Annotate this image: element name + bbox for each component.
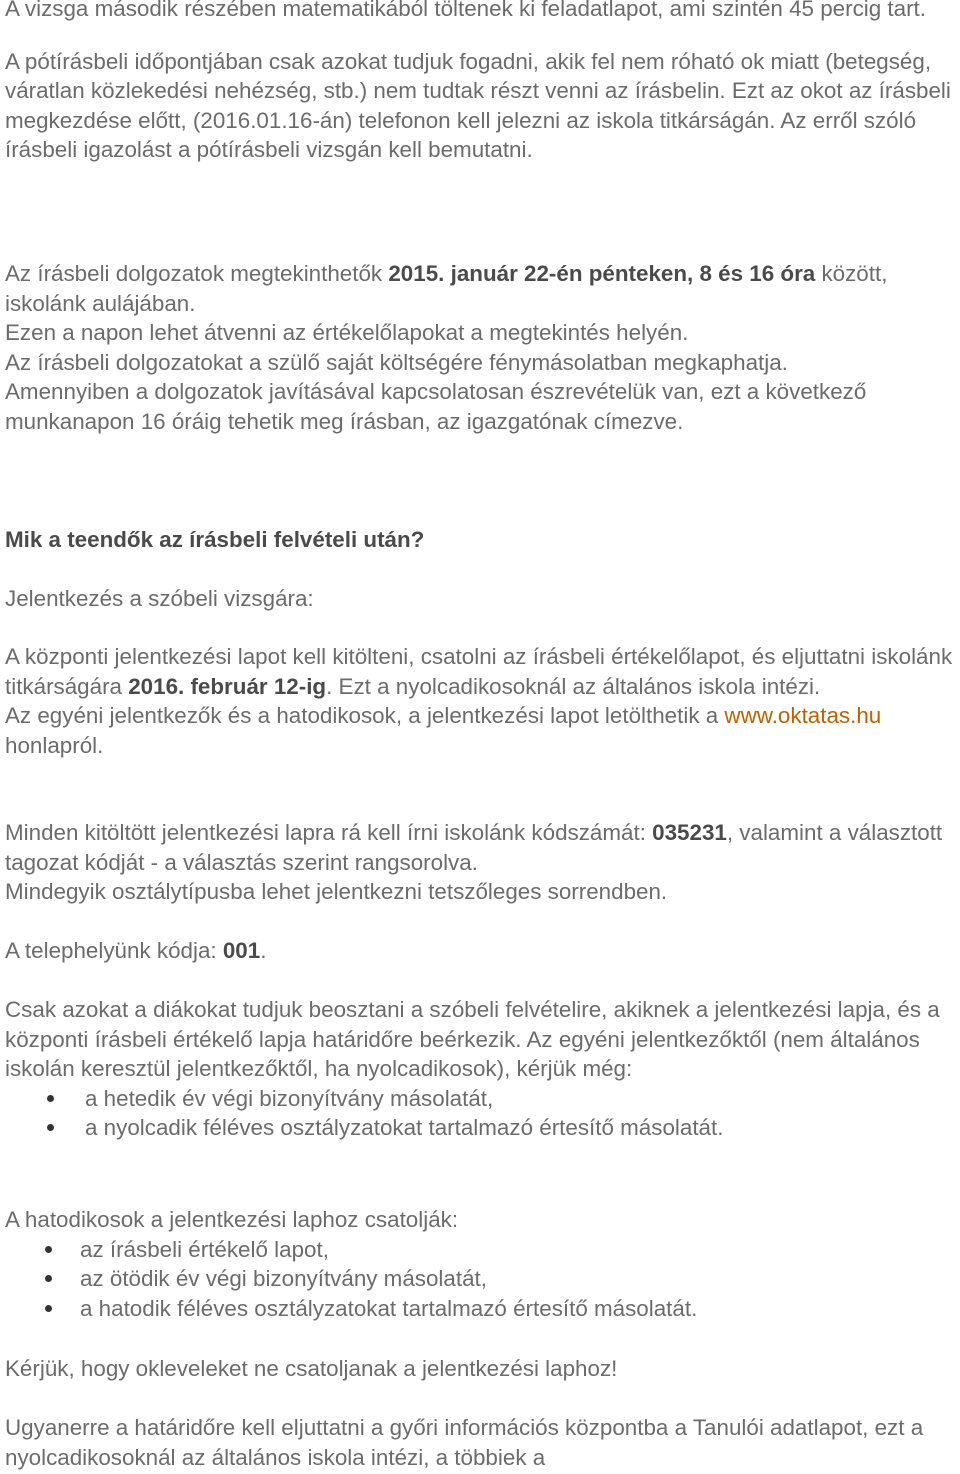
photocopy-paragraph: Az írásbeli dolgozatokat a szülő saját költségére fénymásolatban megkaphatja. — [5, 349, 788, 375]
math-part-paragraph: A vizsga második részében matematikából töltenek ki feladatlapot, ami szintén 45 percig tart. — [5, 0, 926, 21]
list-item: a hetedik év végi bizonyítvány másolatát, — [5, 1084, 956, 1114]
bullet-icon — [45, 1305, 52, 1312]
oral-exam-paragraph: Csak azokat a diákokat tudjuk beosztani a szóbeli felvételire, akiknek a jelentkezési lapja, és a központi írásbeli értékelő lapja határidőre beérkezik. Az egyéni jelentkezőktől (nem általános iskolán keresztül jelentkezőktől, ha nyolcadikosok), kérjük még: — [5, 997, 940, 1081]
student-data-sheet-paragraph: Ugyanerre a határidőre kell eljuttatni a győri információs központba a Tanulói adatlapot, ezt a nyolcadikosoknál az általános iskola intézi, a többiek a — [5, 1415, 924, 1470]
school-code-block — [5, 818, 956, 907]
site-code-paragraph: A telephelyünk kódja: 001. — [5, 938, 267, 963]
evaluation-sheet-paragraph: Ezen a napon lehet átvenni az értékelőlapokat a megtekintés helyén. — [5, 320, 689, 345]
oktatas-link[interactable]: www.oktatas.hu — [724, 703, 882, 728]
school-code-paragraph: Minden kitöltött jelentkezési lapra rá kell írni iskolánk kódszámát: 035231, valamint a választott tagozat kódját - a választás szerint rangsorolva. — [5, 820, 943, 875]
certificate-notice: Kérjük, hogy okleveleket ne csatoljanak a jelentkezési laphoz! — [5, 1356, 618, 1381]
exam-info-block — [5, 0, 956, 165]
individual-applicant-list — [5, 1084, 956, 1143]
download-paragraph: Az egyéni jelentkezők és a hatodikosok, a jelentkezési lapot letölthetik a www.oktatas.hu honlapról. — [5, 703, 882, 758]
school-code: 035231 — [652, 820, 727, 845]
viewing-info-block — [5, 259, 956, 436]
oral-exam-block — [5, 995, 956, 1143]
list-item: a hatodik féléves osztályzatokat tartalmazó értesítő másolatát. — [5, 1294, 956, 1324]
list-item: a nyolcadik féléves osztályzatokat tartalmazó értesítő másolatát. — [5, 1113, 956, 1143]
central-form-paragraph: A központi jelentkezési lapot kell kitölteni, csatolni az írásbeli értékelőlapot, és eljuttatni iskolánk titkárságára 2016. február 12-ig. Ezt a nyolcadikosoknál az általános iskola intézi. — [5, 644, 953, 699]
bullet-icon — [45, 1275, 52, 1282]
viewing-date: 2015. január 22-én pénteken, 8 és 16 óra — [388, 261, 816, 286]
list-item: az ötödik év végi bizonyítvány másolatát, — [5, 1264, 956, 1294]
sixth-grader-intro: A hatodikosok a jelentkezési laphoz csatolják: — [5, 1207, 459, 1232]
viewing-paragraph: Az írásbeli dolgozatok megtekinthetők 2015. január 22-én pénteken, 8 és 16 óra között, iskolánk aulájában. — [5, 261, 888, 316]
bullet-icon — [47, 1095, 54, 1102]
site-code: 001 — [222, 938, 261, 963]
section-subheading: Jelentkezés a szóbeli vizsgára: — [5, 586, 314, 611]
registration-block — [5, 642, 956, 760]
list-item: az írásbeli értékelő lapot, — [5, 1235, 956, 1265]
sixth-grader-block — [5, 1205, 956, 1323]
site-code-block — [5, 936, 956, 966]
makeup-exam-paragraph: A pótírásbeli időpontjában csak azokat tudjuk fogadni, akik fel nem róható ok miatt (betegség, váratlan közlekedési nehézség, stb.) nem tudtak részt venni az írásbelin. Ezt az okot az írásbeli megkezdése előtt, (2016.01.16-án) telefonon kell jelezni az iskola titkárságán. Az erről szóló írásbeli igazolást a pótírásbeli vizsgán kell bemutatni. — [5, 48, 951, 162]
bullet-icon — [47, 1124, 54, 1131]
objection-paragraph: Amennyiben a dolgozatok javításával kapcsolatosan észrevételük van, ezt a következő munkanapon 16 óráig tehetik meg írásban, az igazgatónak címezve. — [5, 379, 867, 434]
sixth-grader-list — [5, 1235, 956, 1324]
section-heading: Mik a teendők az írásbeli felvételi után? — [5, 527, 425, 552]
deadline-date: 2016. február 12-ig — [128, 673, 327, 699]
bullet-icon — [45, 1246, 52, 1253]
class-type-paragraph: Mindegyik osztálytípusba lehet jelentkezni tetszőleges sorrendben. — [5, 879, 668, 904]
